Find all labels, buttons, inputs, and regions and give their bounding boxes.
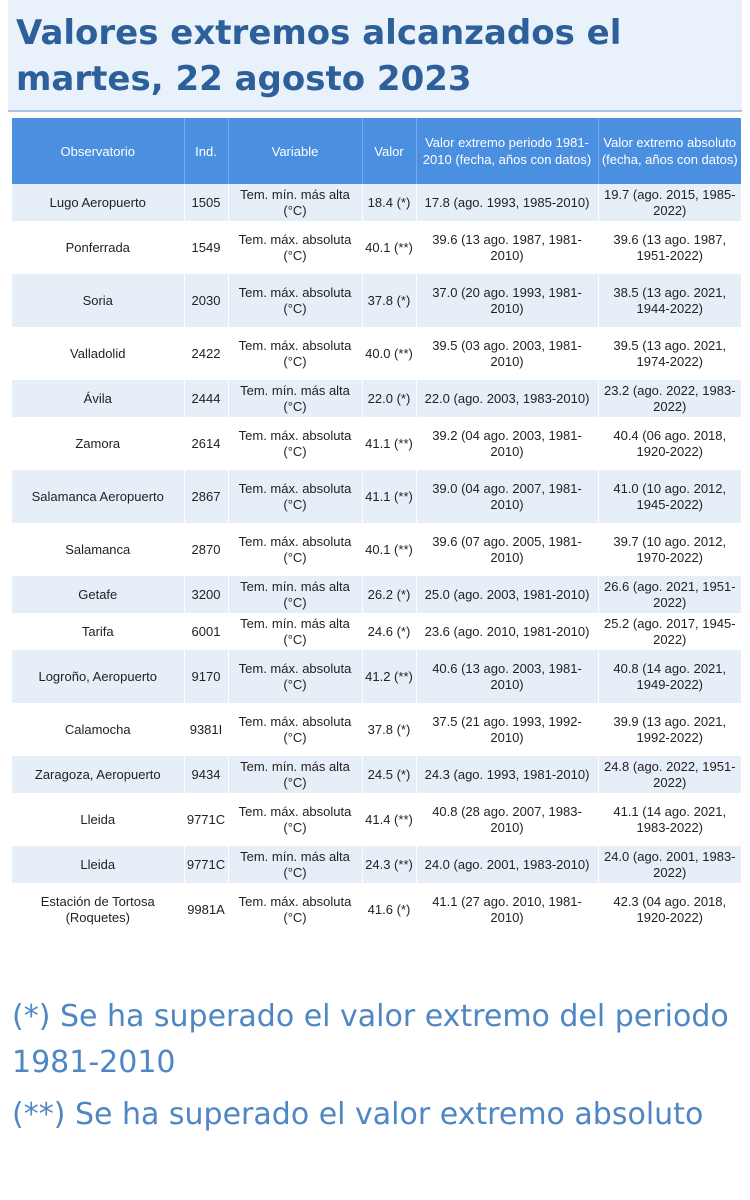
cell-valor: 41.1 (**) (362, 417, 416, 470)
cell-periodo: 37.5 (21 ago. 1993, 1992-2010) (416, 703, 598, 756)
cell-ind: 1549 (184, 221, 228, 274)
cell-variable: Tem. mín. más alta (°C) (228, 756, 362, 793)
table-row (12, 793, 741, 846)
table-row (12, 327, 741, 380)
cell-ind: 2444 (184, 380, 228, 417)
table-row (12, 470, 741, 523)
cell-periodo: 37.0 (20 ago. 1993, 1981-2010) (416, 274, 598, 327)
cell-absoluto: 26.6 (ago. 2021, 1951-2022) (598, 576, 741, 613)
cell-variable: Tem. máx. absoluta (°C) (228, 221, 362, 274)
cell-valor: 37.8 (*) (362, 274, 416, 327)
cell-ind: 2030 (184, 274, 228, 327)
table-row (12, 221, 741, 274)
cell-variable: Tem. máx. absoluta (°C) (228, 274, 362, 327)
cell-variable: Tem. máx. absoluta (°C) (228, 883, 362, 936)
cell-variable: Tem. máx. absoluta (°C) (228, 523, 362, 576)
page-title: Valores extremos alcanzados el martes, 22 agosto 2023 (16, 13, 622, 99)
cell-ind: 9771C (184, 793, 228, 846)
cell-valor: 41.2 (**) (362, 650, 416, 703)
cell-observatorio: Calamocha (12, 703, 184, 756)
cell-ind: 9381I (184, 703, 228, 756)
cell-absoluto: 19.7 (ago. 2015, 1985-2022) (598, 184, 741, 221)
cell-observatorio: Zamora (12, 417, 184, 470)
table-body (12, 184, 741, 936)
footnotes (12, 994, 742, 1138)
header-periodo: Valor extremo periodo 1981-2010 (fecha, años con datos) (416, 118, 598, 184)
table-wrap (12, 118, 742, 936)
cell-observatorio: Logroño, Aeropuerto (12, 650, 184, 703)
table-header-row (12, 118, 741, 184)
cell-observatorio: Lleida (12, 846, 184, 883)
cell-variable: Tem. mín. más alta (°C) (228, 846, 362, 883)
cell-observatorio: Tarifa (12, 613, 184, 650)
cell-variable: Tem. mín. más alta (°C) (228, 613, 362, 650)
cell-observatorio: Lugo Aeropuerto (12, 184, 184, 221)
cell-ind: 2614 (184, 417, 228, 470)
table-row (12, 650, 741, 703)
cell-observatorio: Ávila (12, 380, 184, 417)
cell-observatorio: Valladolid (12, 327, 184, 380)
cell-valor: 24.5 (*) (362, 756, 416, 793)
cell-ind: 9434 (184, 756, 228, 793)
cell-observatorio: Getafe (12, 576, 184, 613)
cell-variable: Tem. máx. absoluta (°C) (228, 417, 362, 470)
cell-observatorio: Zaragoza, Aeropuerto (12, 756, 184, 793)
table-row (12, 613, 741, 650)
cell-absoluto: 39.9 (13 ago. 2021, 1992-2022) (598, 703, 741, 756)
header-observatorio: Observatorio (12, 118, 184, 184)
cell-periodo: 39.6 (07 ago. 2005, 1981-2010) (416, 523, 598, 576)
cell-absoluto: 24.8 (ago. 2022, 1951-2022) (598, 756, 741, 793)
table-row (12, 576, 741, 613)
header-variable: Variable (228, 118, 362, 184)
cell-ind: 9771C (184, 846, 228, 883)
table-row (12, 523, 741, 576)
cell-absoluto: 24.0 (ago. 2001, 1983-2022) (598, 846, 741, 883)
cell-variable: Tem. mín. más alta (°C) (228, 184, 362, 221)
cell-valor: 41.6 (*) (362, 883, 416, 936)
table-row (12, 380, 741, 417)
cell-valor: 18.4 (*) (362, 184, 416, 221)
table-row (12, 417, 741, 470)
cell-absoluto: 39.7 (10 ago. 2012, 1970-2022) (598, 523, 741, 576)
cell-periodo: 40.8 (28 ago. 2007, 1983-2010) (416, 793, 598, 846)
cell-periodo: 41.1 (27 ago. 2010, 1981-2010) (416, 883, 598, 936)
cell-absoluto: 39.5 (13 ago. 2021, 1974-2022) (598, 327, 741, 380)
cell-valor: 37.8 (*) (362, 703, 416, 756)
cell-variable: Tem. máx. absoluta (°C) (228, 470, 362, 523)
cell-observatorio: Lleida (12, 793, 184, 846)
cell-variable: Tem. máx. absoluta (°C) (228, 327, 362, 380)
cell-periodo: 39.6 (13 ago. 1987, 1981-2010) (416, 221, 598, 274)
cell-periodo: 17.8 (ago. 1993, 1985-2010) (416, 184, 598, 221)
cell-absoluto: 42.3 (04 ago. 2018, 1920-2022) (598, 883, 741, 936)
table-row (12, 184, 741, 221)
header-absoluto: Valor extremo absoluto (fecha, años con datos) (598, 118, 741, 184)
table-row (12, 274, 741, 327)
cell-absoluto: 41.1 (14 ago. 2021, 1983-2022) (598, 793, 741, 846)
cell-variable: Tem. máx. absoluta (°C) (228, 650, 362, 703)
cell-variable: Tem. mín. más alta (°C) (228, 576, 362, 613)
cell-variable: Tem. máx. absoluta (°C) (228, 703, 362, 756)
cell-periodo: 39.2 (04 ago. 2003, 1981-2010) (416, 417, 598, 470)
cell-ind: 3200 (184, 576, 228, 613)
table-row (12, 846, 741, 883)
cell-periodo: 24.3 (ago. 1993, 1981-2010) (416, 756, 598, 793)
cell-ind: 9981A (184, 883, 228, 936)
cell-variable: Tem. máx. absoluta (°C) (228, 793, 362, 846)
cell-ind: 9170 (184, 650, 228, 703)
cell-valor: 41.4 (**) (362, 793, 416, 846)
cell-absoluto: 39.6 (13 ago. 1987, 1951-2022) (598, 221, 741, 274)
cell-valor: 22.0 (*) (362, 380, 416, 417)
extremes-table (12, 118, 741, 936)
cell-absoluto: 25.2 (ago. 2017, 1945-2022) (598, 613, 741, 650)
cell-valor: 40.1 (**) (362, 523, 416, 576)
cell-valor: 40.0 (**) (362, 327, 416, 380)
cell-ind: 2867 (184, 470, 228, 523)
cell-periodo: 22.0 (ago. 2003, 1983-2010) (416, 380, 598, 417)
cell-valor: 26.2 (*) (362, 576, 416, 613)
cell-ind: 2422 (184, 327, 228, 380)
cell-periodo: 25.0 (ago. 2003, 1981-2010) (416, 576, 598, 613)
cell-periodo: 23.6 (ago. 2010, 1981-2010) (416, 613, 598, 650)
cell-valor: 24.6 (*) (362, 613, 416, 650)
cell-periodo: 24.0 (ago. 2001, 1983-2010) (416, 846, 598, 883)
cell-observatorio: Salamanca (12, 523, 184, 576)
cell-absoluto: 41.0 (10 ago. 2012, 1945-2022) (598, 470, 741, 523)
cell-observatorio: Salamanca Aeropuerto (12, 470, 184, 523)
cell-ind: 1505 (184, 184, 228, 221)
cell-valor: 41.1 (**) (362, 470, 416, 523)
cell-absoluto: 40.4 (06 ago. 2018, 1920-2022) (598, 417, 741, 470)
title-box (8, 0, 742, 112)
cell-absoluto: 40.8 (14 ago. 2021, 1949-2022) (598, 650, 741, 703)
cell-valor: 24.3 (**) (362, 846, 416, 883)
cell-observatorio: Ponferrada (12, 221, 184, 274)
footnote-double-asterisk: (**) Se ha superado el valor extremo absoluto (12, 1097, 704, 1132)
header-valor: Valor (362, 118, 416, 184)
cell-observatorio: Estación de Tortosa (Roquetes) (12, 883, 184, 936)
cell-periodo: 40.6 (13 ago. 2003, 1981-2010) (416, 650, 598, 703)
cell-ind: 2870 (184, 523, 228, 576)
header-ind: Ind. (184, 118, 228, 184)
footnote-single-asterisk: (*) Se ha superado el valor extremo del periodo 1981-2010 (12, 999, 729, 1080)
cell-valor: 40.1 (**) (362, 221, 416, 274)
cell-periodo: 39.0 (04 ago. 2007, 1981-2010) (416, 470, 598, 523)
cell-absoluto: 38.5 (13 ago. 2021, 1944-2022) (598, 274, 741, 327)
table-row (12, 883, 741, 936)
cell-absoluto: 23.2 (ago. 2022, 1983-2022) (598, 380, 741, 417)
cell-ind: 6001 (184, 613, 228, 650)
cell-variable: Tem. mín. más alta (°C) (228, 380, 362, 417)
table-row (12, 703, 741, 756)
cell-periodo: 39.5 (03 ago. 2003, 1981-2010) (416, 327, 598, 380)
cell-observatorio: Soria (12, 274, 184, 327)
table-row (12, 756, 741, 793)
